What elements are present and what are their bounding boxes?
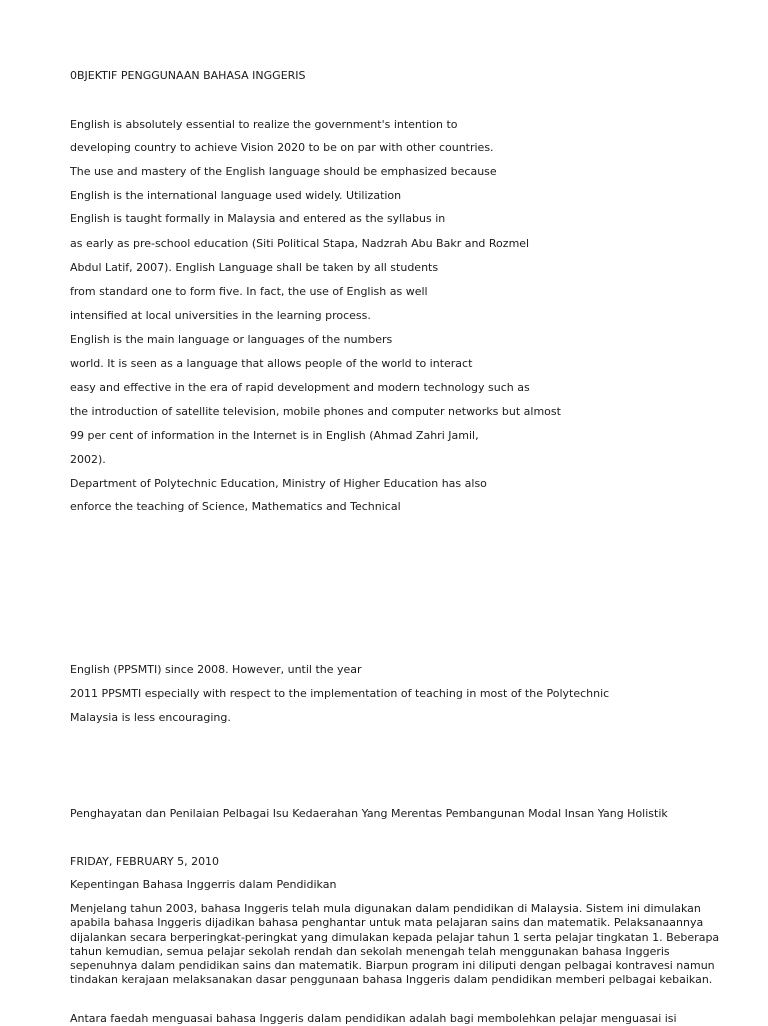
body-paragraph: Antara faedah menguasai bahasa Inggeris dalam pendidikan adalah bagi membolehkan pelajar menguasai isi xyxy=(70,1012,677,1025)
text-line: 2011 PPSMTI especially with respect to the implementation of teaching in most of the Polytechnic xyxy=(70,687,610,700)
text-line: The use and mastery of the English language should be emphasized because xyxy=(70,165,497,178)
text-line: English is the international language used widely. Utilization xyxy=(70,189,402,202)
text-line: Department of Polytechnic Education, Ministry of Higher Education has also xyxy=(70,477,487,490)
article-heading: Penghayatan dan Penilaian Pelbagai Isu Kedaerahan Yang Merentas Pembangunan Modal Insan Yang Holistik xyxy=(70,807,668,820)
text-line: as early as pre-school education (Siti Political Stapa, Nadzrah Abu Bakr and Rozmel xyxy=(70,237,530,250)
text-line: English is taught formally in Malaysia and entered as the syllabus in xyxy=(70,212,446,225)
post-date: FRIDAY, FEBRUARY 5, 2010 xyxy=(70,855,220,868)
text-line: English (PPSMTI) since 2008. However, until the year xyxy=(70,663,362,676)
text-line: 99 per cent of information in the Internet is in English (Ahmad Zahri Jamil, xyxy=(70,429,479,442)
text-line: developing country to achieve Vision 2020 to be on par with other countries. xyxy=(70,141,494,154)
text-line: intensified at local universities in the learning process. xyxy=(70,309,371,322)
text-line: from standard one to form five. In fact, the use of English as well xyxy=(70,285,428,298)
text-line: enforce the teaching of Science, Mathematics and Technical xyxy=(70,500,401,513)
text-line: 2002). xyxy=(70,453,106,466)
text-line: English is the main language or languages of the numbers xyxy=(70,333,393,346)
text-line: English is absolutely essential to realize the government's intention to xyxy=(70,118,458,131)
body-paragraph: Menjelang tahun 2003, bahasa Inggeris telah mula digunakan dalam pendidikan di Malaysia. Sistem ini dimulakan apabila bahasa Inggeris dijadikan bahasa penghantar untuk mata pelajaran sains dan matematik. Pelaksanaannya dijalankan secara berperingkat-peringkat yang dimulakan kepada pelajar tahun 1 serta pelajar tingkatan 1. Beberapa tahun kemudian, semua pelajar sekolah rendah dan sekolah menengah telah menggunakan bahasa Inggeris sepenuhnya dalam pendidikan sains dan matematik. Biarpun program ini diliputi dengan pelbagai kontravesi namun tindakan kerajaan melaksanakan dasar penggunaan bahasa Inggeris dalam pendidikan memberi pelbagai kebaikan. xyxy=(70,902,720,987)
section-title: 0BJEKTIF PENGGUNAAN BAHASA INGGERIS xyxy=(70,69,306,82)
text-line: the introduction of satellite television, mobile phones and computer networks but almost xyxy=(70,405,561,418)
text-line: Abdul Latif, 2007). English Language shall be taken by all students xyxy=(70,261,439,274)
post-title: Kepentingan Bahasa Inggerris dalam Pendidikan xyxy=(70,878,337,891)
text-line: world. It is seen as a language that allows people of the world to interact xyxy=(70,357,473,370)
text-line: Malaysia is less encouraging. xyxy=(70,711,231,724)
text-line: easy and effective in the era of rapid development and modern technology such as xyxy=(70,381,530,394)
